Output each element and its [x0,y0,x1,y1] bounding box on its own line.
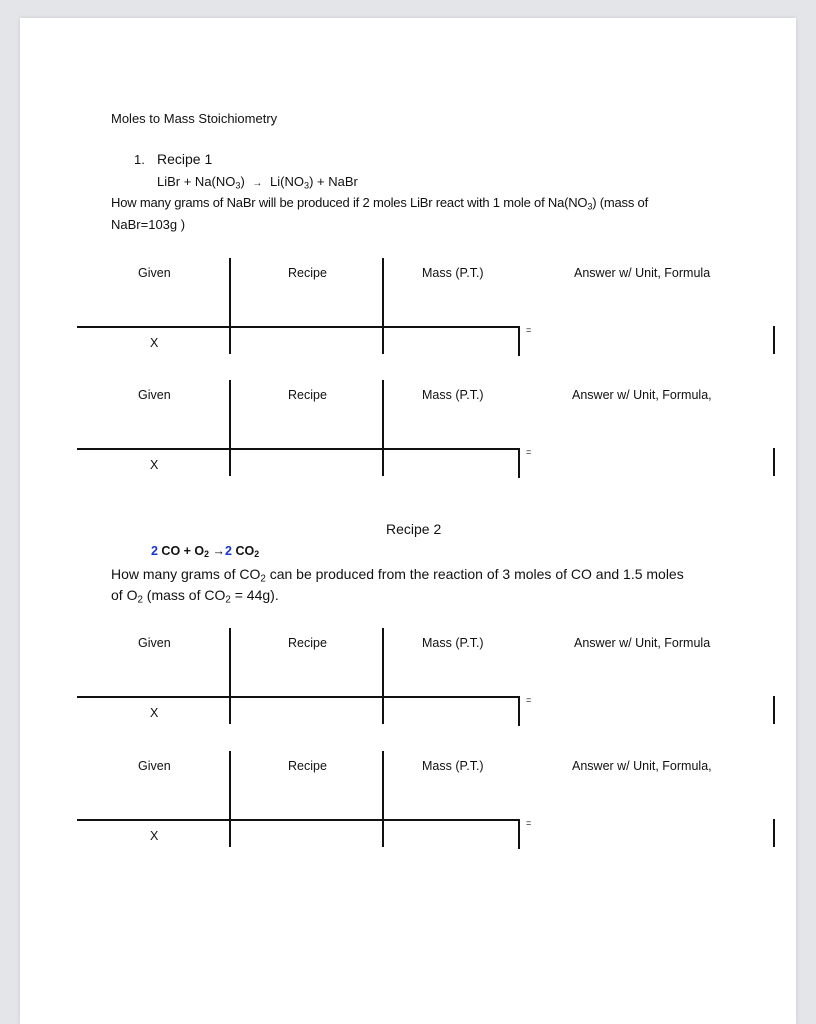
grid-divider [229,628,231,724]
equals-sign: = [526,447,532,457]
document-page [20,18,796,1024]
grid-divider [518,326,520,356]
grid-header-recipe: Recipe [288,636,327,650]
problem1-label: Recipe 1 [157,151,213,167]
document-title: Moles to Mass Stoichiometry [111,111,278,126]
grid-divider [382,751,384,847]
answer-line [773,819,775,847]
question-2-line-1: How many grams of $CO_2$ can be produced from the reaction of 3 moles of CO and 1.5 moles [111,566,684,585]
grid-header-mass: Mass (P.T.) [422,266,484,280]
grid-header-recipe: Recipe [288,388,327,402]
grid-divider [518,696,520,726]
grid-header-mass: Mass (P.T.) [422,636,484,650]
multiply-x: X [150,336,159,350]
grid-header-answer: Answer w/ Unit, Formula, [572,759,712,773]
equals-sign: = [526,325,532,335]
fraction-line [77,448,520,450]
grid-header-answer: Answer w/ Unit, Formula [574,266,711,280]
grid-divider [229,380,231,476]
fraction-line [77,819,520,821]
grid-divider [382,380,384,476]
grid-header-recipe: Recipe [288,266,327,280]
problem2-label: Recipe 2 [386,521,442,537]
multiply-x: X [150,458,159,472]
question-1-line-1: How many grams of NaBr will be produced if 2 moles LiBr react with 1 mole of $Na(NO_3)$ (mass of [111,195,648,212]
grid-header-mass: Mass (P.T.) [422,388,484,402]
multiply-x: X [150,706,159,720]
grid-header-given: Given [138,388,171,402]
grid-header-answer: Answer w/ Unit, Formula [574,636,711,650]
grid-divider [382,258,384,354]
grid-header-given: Given [138,636,171,650]
fraction-line [77,696,520,698]
multiply-x: X [150,829,159,843]
arrow-icon: → [252,178,263,189]
grid-header-mass: Mass (P.T.) [422,759,484,773]
equation-2: 2 CO + $O_2 \to 2$ $CO_2$ [151,544,260,560]
answer-line [773,448,775,476]
question-1-line-2: NaBr=103g ) [111,217,186,232]
grid-header-answer: Answer w/ Unit, Formula, [572,388,712,402]
problem1-number: 1. [134,152,145,167]
equals-sign: = [526,695,532,705]
question-2-line-2: of $O_2$ (mass of $CO_2 = 44g$). [111,587,279,606]
calculation-grid-1 [20,256,796,360]
grid-divider [229,258,231,354]
grid-header-recipe: Recipe [288,759,327,773]
grid-divider [518,819,520,849]
grid-header-given: Given [138,759,171,773]
grid-divider [518,448,520,478]
equals-sign: = [526,818,532,828]
answer-line [773,326,775,354]
answer-line [773,696,775,724]
calculation-grid-3 [20,626,796,730]
grid-divider [382,628,384,724]
arrow-icon: → [209,544,226,558]
calculation-grid-2 [20,378,796,482]
grid-header-given: Given [138,266,171,280]
calculation-grid-4 [20,749,796,853]
fraction-line [77,326,520,328]
equation-1: LiBr + $Na(NO_3) \to Li(NO_3)$ + NaBr [157,174,358,191]
grid-divider [229,751,231,847]
